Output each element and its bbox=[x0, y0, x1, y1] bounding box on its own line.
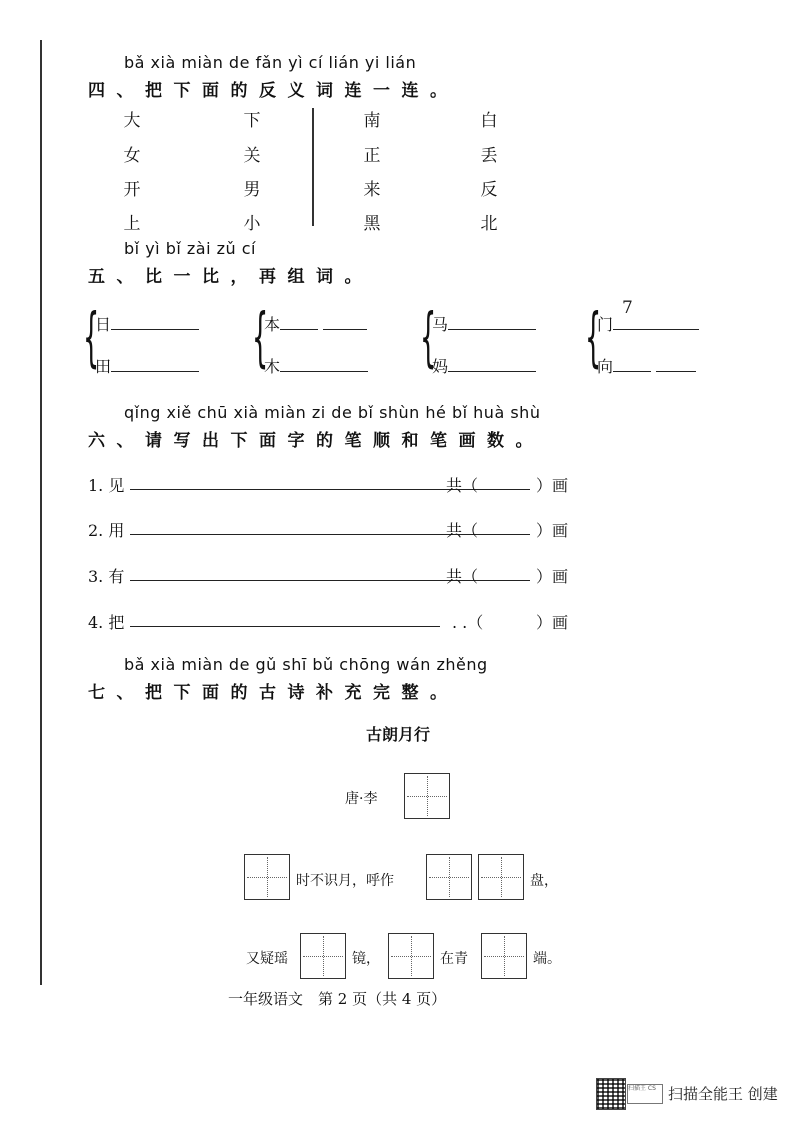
antonym-left-b: 男 bbox=[243, 180, 261, 200]
stroke-count-close: ）画 bbox=[536, 567, 569, 586]
page-footer: 一年级语文 第 2 页（共 4 页） bbox=[228, 990, 447, 1008]
compare-bottom: 向 bbox=[597, 354, 696, 377]
antonym-right-b: 丢 bbox=[480, 146, 498, 166]
character-grid-box[interactable] bbox=[300, 933, 346, 979]
handwritten-mark: 7 bbox=[622, 298, 633, 318]
character-grid-box[interactable] bbox=[478, 854, 524, 900]
character-grid-box[interactable] bbox=[426, 854, 472, 900]
stroke-item-label: 1. 见 bbox=[88, 476, 125, 495]
stroke-count-open: 共（ bbox=[446, 567, 479, 586]
stroke-count-open: 共（ bbox=[446, 476, 479, 495]
poem-line2-mid1: 镜， bbox=[352, 951, 380, 967]
antonym-left-a: 开 bbox=[123, 180, 141, 200]
word-blank[interactable] bbox=[280, 314, 318, 330]
antonym-left-b: 下 bbox=[243, 111, 261, 131]
brace-icon: { bbox=[585, 301, 602, 375]
section4-pinyin: bǎ xià miàn de fǎn yì cí lián yi lián bbox=[124, 53, 417, 72]
poem-line2-mid2: 在青 bbox=[440, 951, 468, 967]
antonym-right-a: 来 bbox=[363, 180, 381, 200]
stroke-item-label: 2. 用 bbox=[88, 521, 125, 540]
character-grid-box[interactable] bbox=[481, 933, 527, 979]
character-grid-box[interactable] bbox=[388, 933, 434, 979]
stroke-item bbox=[88, 610, 569, 633]
compare-top: 马 bbox=[432, 312, 536, 335]
antonym-left-a: 上 bbox=[123, 214, 141, 234]
antonym-right-a: 南 bbox=[363, 111, 381, 131]
stroke-item bbox=[88, 518, 569, 541]
section6-heading: 六、请写出下面字的笔顺和笔画数。 bbox=[88, 431, 544, 451]
poem-line2-start: 又疑瑶 bbox=[246, 951, 288, 967]
word-blank[interactable] bbox=[448, 356, 536, 372]
column-divider bbox=[312, 108, 314, 226]
binding-margin-line bbox=[40, 40, 42, 985]
stroke-item bbox=[88, 473, 569, 496]
antonym-right-b: 反 bbox=[480, 180, 498, 200]
section7-pinyin: bǎ xià miàn de gǔ shī bǔ chōng wán zhěng bbox=[124, 655, 488, 674]
scanner-logo: 扫描王 CS bbox=[627, 1084, 663, 1104]
poem-line2-end: 端。 bbox=[533, 951, 561, 967]
compare-top: 门 bbox=[597, 312, 699, 335]
stroke-count-close: ）画 bbox=[536, 613, 569, 632]
section6-pinyin: qǐng xiě chū xià miàn zi de bǐ shùn hé bǐ huà shù bbox=[124, 403, 541, 422]
antonym-right-b: 白 bbox=[480, 111, 498, 131]
word-blank[interactable] bbox=[323, 314, 367, 330]
section5-heading: 五、比一比，再组词。 bbox=[88, 267, 373, 287]
section4-heading: 四、把下面的反义词连一连。 bbox=[88, 81, 459, 101]
stroke-item-label: 3. 有 bbox=[88, 567, 125, 586]
compare-top: 本 bbox=[264, 312, 367, 335]
poem-line1-text: 时不识月，呼作 bbox=[296, 873, 394, 889]
scanner-watermark: 扫描全能王 创建 bbox=[668, 1085, 778, 1103]
compare-bottom: 妈 bbox=[432, 354, 536, 377]
word-blank[interactable] bbox=[111, 314, 199, 330]
word-blank[interactable] bbox=[613, 356, 651, 372]
brace-icon: { bbox=[252, 301, 269, 375]
word-blank[interactable] bbox=[111, 356, 199, 372]
poem-line1-end: 盘， bbox=[530, 873, 558, 889]
character-grid-box[interactable] bbox=[404, 773, 450, 819]
word-blank[interactable] bbox=[280, 356, 368, 372]
compare-bottom: 田 bbox=[95, 354, 199, 377]
antonym-right-b: 北 bbox=[480, 214, 498, 234]
character-grid-box[interactable] bbox=[244, 854, 290, 900]
stroke-count-open: . .（ bbox=[452, 613, 484, 632]
compare-top: 日 bbox=[95, 312, 199, 335]
brace-icon: { bbox=[420, 301, 437, 375]
stroke-item-label: 4. 把 bbox=[88, 613, 125, 632]
stroke-item bbox=[88, 564, 569, 587]
antonym-left-a: 大 bbox=[123, 111, 141, 131]
stroke-count-open: 共（ bbox=[446, 521, 479, 540]
stroke-count-close: ）画 bbox=[536, 476, 569, 495]
brace-icon: { bbox=[83, 301, 100, 375]
stroke-count-close: ）画 bbox=[536, 521, 569, 540]
poem-title: 古朗月行 bbox=[366, 725, 431, 744]
antonym-right-a: 黑 bbox=[363, 214, 381, 234]
section5-pinyin: bǐ yì bǐ zài zǔ cí bbox=[124, 239, 256, 258]
antonym-left-b: 关 bbox=[243, 146, 261, 166]
poem-author: 唐·李 bbox=[345, 791, 378, 807]
word-blank[interactable] bbox=[656, 356, 696, 372]
antonym-left-b: 小 bbox=[243, 214, 261, 234]
antonym-right-a: 正 bbox=[363, 146, 381, 166]
stroke-order-blank[interactable] bbox=[130, 626, 440, 627]
qr-code-icon bbox=[596, 1078, 626, 1110]
word-blank[interactable] bbox=[448, 314, 536, 330]
compare-bottom: 木 bbox=[264, 354, 368, 377]
antonym-left-a: 女 bbox=[123, 146, 141, 166]
section7-heading: 七、把下面的古诗补充完整。 bbox=[88, 683, 459, 703]
